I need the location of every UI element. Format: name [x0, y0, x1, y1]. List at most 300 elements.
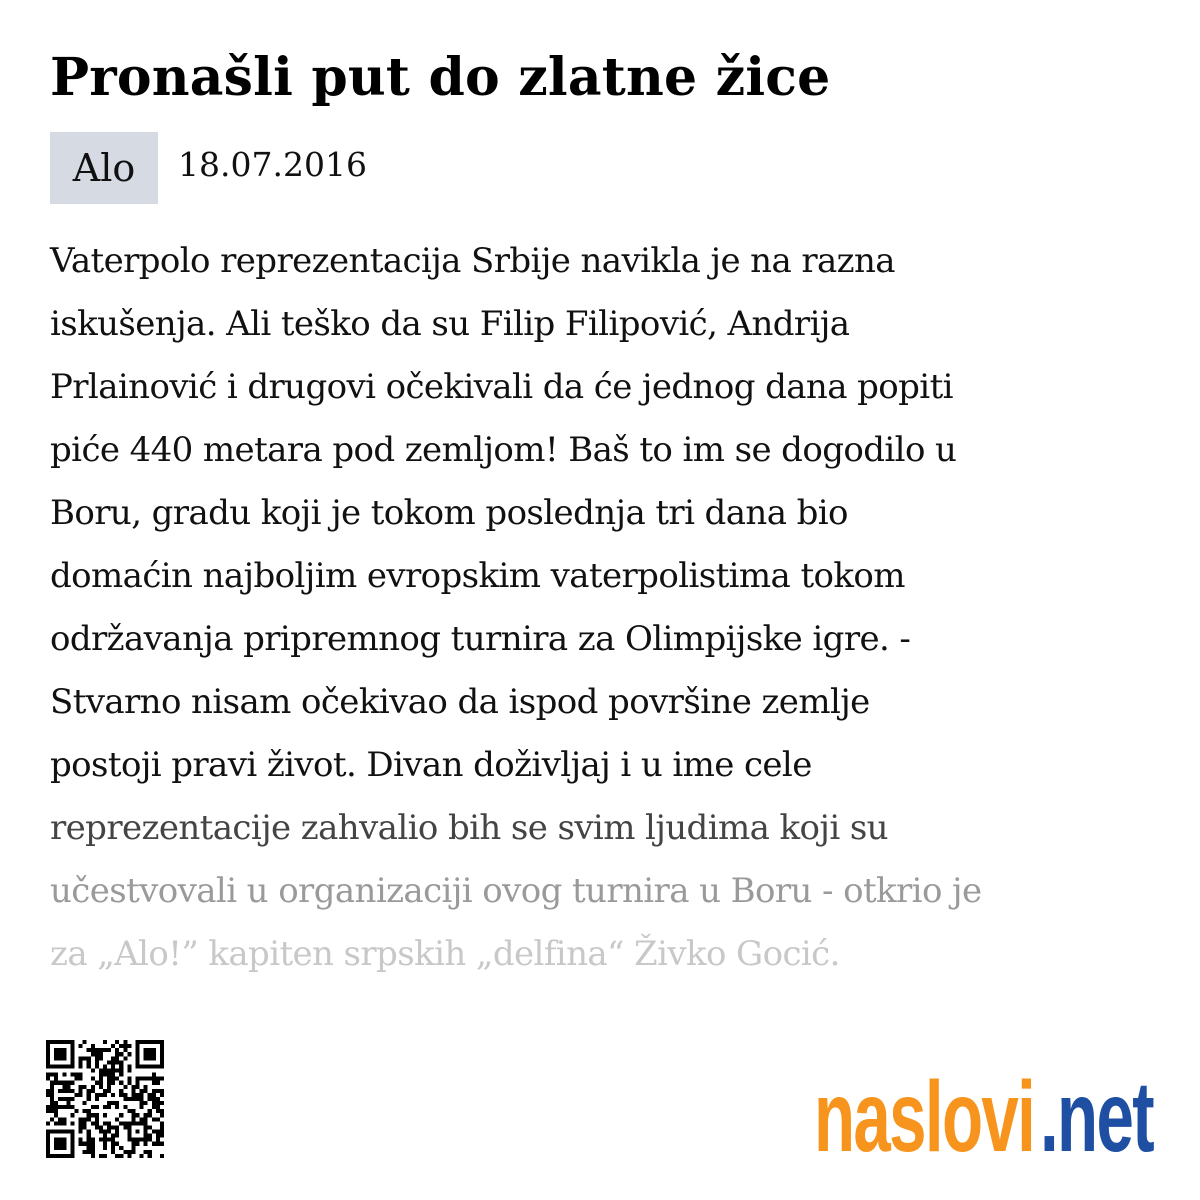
qr-module	[111, 1142, 115, 1146]
qr-module	[123, 1056, 127, 1060]
qr-module	[136, 1113, 140, 1117]
qr-module	[99, 1073, 103, 1077]
qr-module	[152, 1101, 156, 1105]
qr-module	[46, 1105, 50, 1109]
qr-module	[58, 1064, 62, 1068]
qr-module	[115, 1077, 119, 1081]
qr-module	[99, 1093, 103, 1097]
qr-module	[103, 1134, 107, 1138]
qr-module	[144, 1117, 148, 1121]
qr-module	[160, 1113, 164, 1117]
qr-module	[103, 1142, 107, 1146]
qr-module	[95, 1056, 99, 1060]
article-body	[50, 230, 1160, 986]
qr-module	[144, 1142, 148, 1146]
qr-module	[58, 1097, 62, 1101]
qr-module	[103, 1130, 107, 1134]
qr-module	[54, 1142, 58, 1146]
qr-module	[54, 1154, 58, 1158]
qr-module	[127, 1097, 131, 1101]
qr-module	[70, 1150, 74, 1154]
qr-module	[160, 1044, 164, 1048]
qr-module	[50, 1097, 54, 1101]
qr-module	[144, 1130, 148, 1134]
qr-module	[58, 1130, 62, 1134]
qr-module	[91, 1105, 95, 1109]
logo-part-net: .net	[1040, 1061, 1153, 1171]
qr-module	[66, 1130, 70, 1134]
qr-module	[160, 1077, 164, 1081]
qr-module	[115, 1056, 119, 1060]
qr-module	[103, 1089, 107, 1093]
qr-module	[99, 1056, 103, 1060]
qr-module	[123, 1044, 127, 1048]
qr-module	[62, 1105, 66, 1109]
qr-module	[99, 1052, 103, 1056]
qr-module	[131, 1146, 135, 1150]
body-line: Vaterpolo reprezentacija Srbije navikla je na razna	[50, 241, 895, 281]
qr-module	[152, 1073, 156, 1077]
qr-module	[107, 1105, 111, 1109]
body-line: postoji pravi život. Divan doživljaj i u ime cele	[50, 745, 812, 785]
qr-module	[160, 1048, 164, 1052]
qr-module	[136, 1093, 140, 1097]
qr-module	[99, 1081, 103, 1085]
qr-module	[148, 1097, 152, 1101]
qr-module	[115, 1060, 119, 1064]
qr-module	[148, 1138, 152, 1142]
qr-module	[156, 1130, 160, 1134]
qr-module	[70, 1138, 74, 1142]
qr-module	[123, 1093, 127, 1097]
qr-module	[58, 1081, 62, 1085]
qr-module	[140, 1093, 144, 1097]
qr-module	[148, 1040, 152, 1044]
qr-module	[111, 1056, 115, 1060]
qr-module	[95, 1105, 99, 1109]
qr-module	[131, 1142, 135, 1146]
qr-module	[46, 1154, 50, 1158]
qr-module	[91, 1154, 95, 1158]
qr-module	[91, 1113, 95, 1117]
qr-module	[99, 1138, 103, 1142]
qr-module	[79, 1125, 83, 1129]
qr-module	[160, 1052, 164, 1056]
qr-module	[123, 1048, 127, 1052]
qr-module	[111, 1044, 115, 1048]
qr-module	[111, 1081, 115, 1085]
qr-module	[87, 1093, 91, 1097]
qr-module	[46, 1060, 50, 1064]
qr-module	[160, 1093, 164, 1097]
qr-module	[107, 1089, 111, 1093]
qr-module	[148, 1093, 152, 1097]
qr-module	[62, 1089, 66, 1093]
qr-module	[148, 1154, 152, 1158]
qr-module	[79, 1056, 83, 1060]
qr-module	[144, 1056, 148, 1060]
qr-module	[58, 1138, 62, 1142]
qr-module	[70, 1060, 74, 1064]
qr-module	[50, 1040, 54, 1044]
qr-module	[95, 1081, 99, 1085]
qr-module	[103, 1068, 107, 1072]
qr-module	[58, 1089, 62, 1093]
qr-module	[160, 1056, 164, 1060]
qr-module	[46, 1040, 50, 1044]
qr-module	[115, 1101, 119, 1105]
qr-module	[144, 1077, 148, 1081]
qr-module	[46, 1073, 50, 1077]
qr-module	[144, 1085, 148, 1089]
qr-module	[152, 1056, 156, 1060]
qr-module	[70, 1130, 74, 1134]
qr-module	[99, 1048, 103, 1052]
qr-module	[46, 1077, 50, 1081]
qr-module	[152, 1077, 156, 1081]
qr-module	[144, 1125, 148, 1129]
body-line: domaćin najboljim evropskim vaterpolistima tokom	[50, 556, 905, 596]
qr-module	[95, 1125, 99, 1129]
qr-module	[127, 1081, 131, 1085]
qr-module	[91, 1146, 95, 1150]
qr-module	[46, 1142, 50, 1146]
qr-module	[136, 1081, 140, 1085]
qr-module	[62, 1154, 66, 1158]
qr-module	[87, 1048, 91, 1052]
qr-module	[91, 1068, 95, 1072]
qr-module	[115, 1052, 119, 1056]
qr-module	[140, 1101, 144, 1105]
qr-module	[103, 1105, 107, 1109]
qr-module	[127, 1130, 131, 1134]
qr-module	[62, 1081, 66, 1085]
qr-module	[79, 1064, 83, 1068]
qr-module	[131, 1138, 135, 1142]
qr-module	[70, 1044, 74, 1048]
qr-module	[54, 1138, 58, 1142]
qr-module	[70, 1121, 74, 1125]
body-line: učestvovali u organizaciji ovog turnira u Boru - otkrio je	[50, 871, 982, 911]
qr-module	[152, 1130, 156, 1134]
qr-module	[160, 1040, 164, 1044]
qr-module	[111, 1138, 115, 1142]
qr-module	[54, 1048, 58, 1052]
qr-module	[87, 1097, 91, 1101]
qr-module	[46, 1130, 50, 1134]
qr-module	[111, 1146, 115, 1150]
qr-module	[50, 1117, 54, 1121]
qr-module	[58, 1040, 62, 1044]
qr-module	[83, 1040, 87, 1044]
qr-module	[83, 1117, 87, 1121]
qr-module	[62, 1056, 66, 1060]
qr-module	[54, 1101, 58, 1105]
qr-module	[103, 1040, 107, 1044]
qr-module	[136, 1130, 140, 1134]
qr-module	[58, 1052, 62, 1056]
qr-module	[91, 1085, 95, 1089]
qr-module	[111, 1134, 115, 1138]
qr-module	[152, 1052, 156, 1056]
qr-module	[140, 1105, 144, 1109]
qr-module	[107, 1138, 111, 1142]
qr-module	[156, 1138, 160, 1142]
qr-module	[119, 1113, 123, 1117]
qr-module	[103, 1138, 107, 1142]
qr-module	[152, 1142, 156, 1146]
qr-module	[87, 1056, 91, 1060]
qr-module	[119, 1121, 123, 1125]
qr-module	[66, 1101, 70, 1105]
qr-module	[66, 1097, 70, 1101]
qr-module	[160, 1125, 164, 1129]
qr-module	[54, 1064, 58, 1068]
qr-module	[107, 1077, 111, 1081]
qr-module	[70, 1081, 74, 1085]
qr-module	[131, 1121, 135, 1125]
qr-module	[160, 1121, 164, 1125]
qr-module	[99, 1125, 103, 1129]
qr-module	[79, 1073, 83, 1077]
qr-module	[66, 1040, 70, 1044]
qr-module	[136, 1121, 140, 1125]
qr-module	[136, 1097, 140, 1101]
qr-module	[140, 1064, 144, 1068]
qr-module	[119, 1060, 123, 1064]
qr-module	[148, 1048, 152, 1052]
qr-module	[136, 1056, 140, 1060]
qr-module	[95, 1117, 99, 1121]
qr-module	[156, 1101, 160, 1105]
qr-module	[66, 1105, 70, 1109]
qr-module	[54, 1109, 58, 1113]
qr-module	[115, 1068, 119, 1072]
qr-module	[83, 1056, 87, 1060]
qr-module	[50, 1073, 54, 1077]
qr-module	[160, 1101, 164, 1105]
qr-module	[152, 1097, 156, 1101]
qr-module	[136, 1085, 140, 1089]
qr-module	[156, 1109, 160, 1113]
qr-module	[148, 1052, 152, 1056]
qr-module	[54, 1056, 58, 1060]
qr-module	[111, 1093, 115, 1097]
qr-module	[148, 1064, 152, 1068]
qr-module	[119, 1052, 123, 1056]
naslovi-net-logo[interactable]	[814, 1046, 1166, 1176]
qr-module	[46, 1134, 50, 1138]
qr-module	[54, 1081, 58, 1085]
qr-module	[148, 1134, 152, 1138]
qr-module	[107, 1101, 111, 1105]
qr-module	[140, 1121, 144, 1125]
qr-module	[136, 1044, 140, 1048]
qr-module	[74, 1073, 78, 1077]
source-badge[interactable]: Alo	[50, 132, 158, 204]
qr-module	[136, 1048, 140, 1052]
qr-module	[46, 1138, 50, 1142]
qr-module	[95, 1060, 99, 1064]
qr-module	[160, 1154, 164, 1158]
qr-module	[115, 1154, 119, 1158]
qr-module	[123, 1105, 127, 1109]
qr-module	[115, 1040, 119, 1044]
qr-module	[87, 1117, 91, 1121]
qr-module	[148, 1125, 152, 1129]
qr-module	[144, 1040, 148, 1044]
qr-module	[111, 1068, 115, 1072]
qr-module	[87, 1064, 91, 1068]
qr-module	[103, 1121, 107, 1125]
qr-module	[156, 1040, 160, 1044]
qr-module	[79, 1142, 83, 1146]
qr-module	[54, 1130, 58, 1134]
qr-module	[62, 1073, 66, 1077]
qr-module	[123, 1125, 127, 1129]
qr-module	[148, 1109, 152, 1113]
qr-module	[144, 1089, 148, 1093]
qr-module	[127, 1134, 131, 1138]
qr-module	[95, 1097, 99, 1101]
body-line: piće 440 metara pod zemljom! Baš to im se dogodilo u	[50, 430, 957, 470]
qr-module	[107, 1130, 111, 1134]
qr-module	[140, 1117, 144, 1121]
qr-module	[46, 1048, 50, 1052]
qr-module	[156, 1117, 160, 1121]
qr-module	[160, 1060, 164, 1064]
qr-module	[127, 1068, 131, 1072]
qr-module	[62, 1146, 66, 1150]
qr-module	[66, 1081, 70, 1085]
qr-module	[46, 1109, 50, 1113]
qr-module	[83, 1101, 87, 1105]
qr-module	[123, 1097, 127, 1101]
qr-module	[91, 1077, 95, 1081]
qr-module	[87, 1130, 91, 1134]
qr-module	[54, 1052, 58, 1056]
body-line: reprezentacije zahvalio bih se svim ljudima koji su	[50, 808, 888, 848]
qr-module	[160, 1134, 164, 1138]
qr-module	[91, 1142, 95, 1146]
qr-module	[119, 1146, 123, 1150]
qr-module	[127, 1154, 131, 1158]
qr-module	[140, 1077, 144, 1081]
qr-module	[119, 1089, 123, 1093]
qr-module	[62, 1130, 66, 1134]
qr-module	[156, 1077, 160, 1081]
qr-module	[79, 1077, 83, 1081]
qr-module	[62, 1142, 66, 1146]
qr-module	[99, 1130, 103, 1134]
qr-module	[144, 1064, 148, 1068]
qr-module	[131, 1113, 135, 1117]
qr-module	[83, 1125, 87, 1129]
qr-module	[99, 1085, 103, 1089]
qr-module	[58, 1056, 62, 1060]
qr-module	[62, 1097, 66, 1101]
qr-module	[99, 1068, 103, 1072]
qr-module	[131, 1097, 135, 1101]
qr-module	[62, 1117, 66, 1121]
qr-module	[58, 1146, 62, 1150]
qr-module	[50, 1101, 54, 1105]
qr-module	[62, 1048, 66, 1052]
qr-module	[50, 1109, 54, 1113]
qr-module	[79, 1060, 83, 1064]
qr-module	[70, 1146, 74, 1150]
qr-module	[66, 1064, 70, 1068]
qr-module	[103, 1146, 107, 1150]
qr-module	[70, 1089, 74, 1093]
qr-module	[115, 1105, 119, 1109]
qr-module	[87, 1142, 91, 1146]
qr-module	[87, 1060, 91, 1064]
qr-module	[136, 1052, 140, 1056]
qr-module	[131, 1085, 135, 1089]
qr-module	[103, 1093, 107, 1097]
qr-module	[107, 1073, 111, 1077]
qr-module	[160, 1109, 164, 1113]
qr-module	[144, 1101, 148, 1105]
qr-module	[46, 1146, 50, 1150]
qr-module	[160, 1064, 164, 1068]
qr-module	[111, 1125, 115, 1129]
qr-module	[103, 1064, 107, 1068]
qr-module	[152, 1117, 156, 1121]
qr-module	[66, 1085, 70, 1089]
qr-module	[152, 1105, 156, 1109]
qr-module	[111, 1150, 115, 1154]
qr-module	[91, 1052, 95, 1056]
qr-module	[123, 1085, 127, 1089]
qr-module	[79, 1130, 83, 1134]
qr-module	[79, 1044, 83, 1048]
qr-module	[79, 1121, 83, 1125]
qr-module	[70, 1052, 74, 1056]
qr-module	[46, 1044, 50, 1048]
qr-module	[144, 1048, 148, 1052]
qr-module	[79, 1089, 83, 1093]
qr-module	[115, 1134, 119, 1138]
publish-date: 18.07.2016	[178, 145, 367, 184]
qr-module	[91, 1089, 95, 1093]
qr-module	[87, 1146, 91, 1150]
qr-module	[119, 1064, 123, 1068]
qr-module	[70, 1064, 74, 1068]
qr-module	[144, 1138, 148, 1142]
qr-module	[107, 1081, 111, 1085]
qr-module	[54, 1040, 58, 1044]
qr-module	[115, 1125, 119, 1129]
qr-module	[91, 1044, 95, 1048]
qr-module	[103, 1113, 107, 1117]
qr-module	[79, 1138, 83, 1142]
qr-module	[140, 1089, 144, 1093]
qr-module	[156, 1134, 160, 1138]
qr-module	[87, 1138, 91, 1142]
qr-module	[152, 1064, 156, 1068]
qr-module	[58, 1154, 62, 1158]
qr-module	[54, 1121, 58, 1125]
qr-module	[144, 1121, 148, 1125]
qr-module	[136, 1077, 140, 1081]
qr-module	[136, 1040, 140, 1044]
qr-module	[54, 1146, 58, 1150]
qr-module	[160, 1142, 164, 1146]
qr-module	[103, 1073, 107, 1077]
qr-module	[62, 1085, 66, 1089]
